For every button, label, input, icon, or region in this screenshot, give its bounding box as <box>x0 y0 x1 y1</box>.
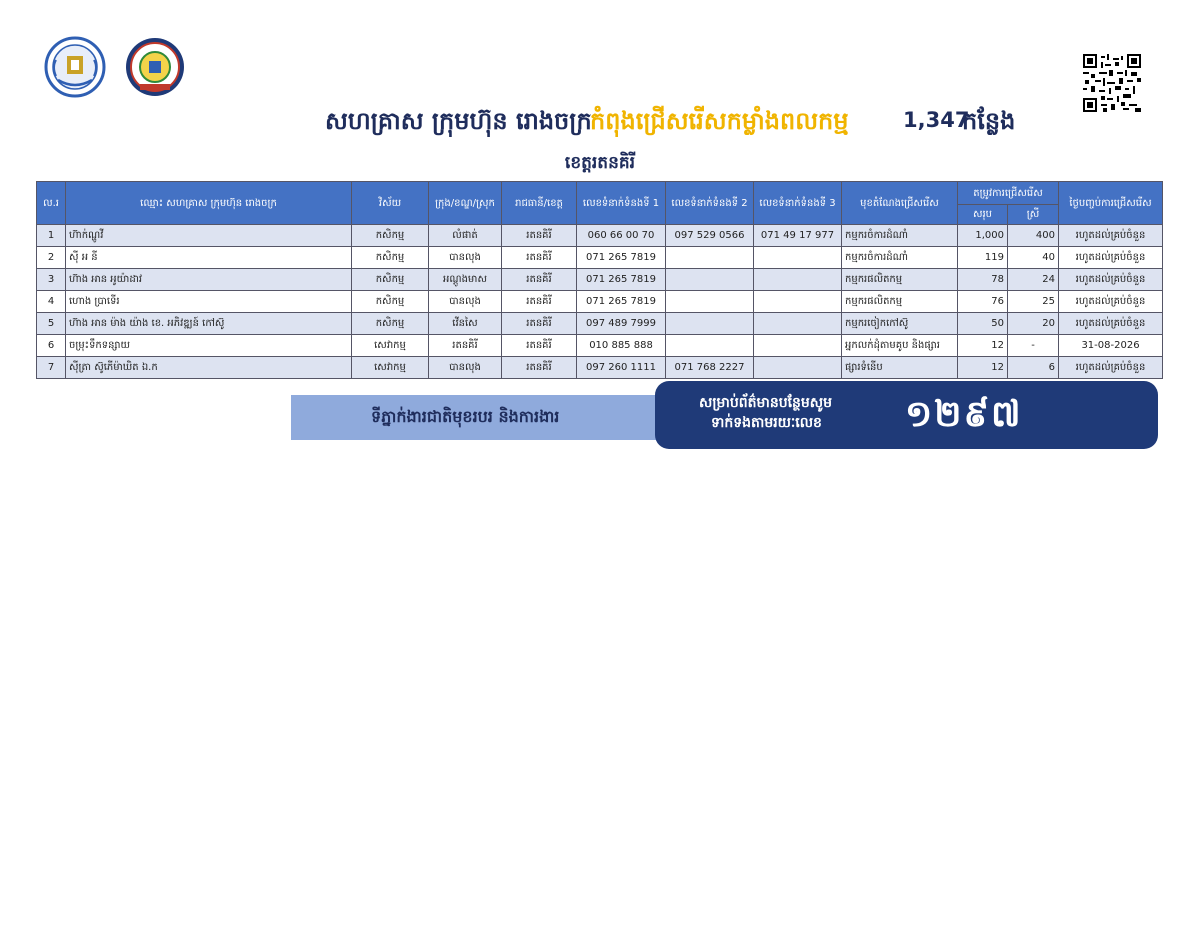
cell-name: ចម្រុះទឹកទន្សាយ <box>66 335 352 357</box>
cell-phone2 <box>666 335 754 357</box>
cell-no: 3 <box>37 269 66 291</box>
jobs-table <box>36 181 1163 379</box>
cell-female: 40 <box>1008 247 1059 269</box>
cell-deadline: 31-08-2026 <box>1059 335 1163 357</box>
tvet-seal-icon <box>124 36 186 98</box>
cell-phone1: 097 260 1111 <box>577 357 666 379</box>
cell-phone2: 097 529 0566 <box>666 225 754 247</box>
col-header-province: រាជធានី/ខេត្ត <box>502 182 577 225</box>
cell-female: 20 <box>1008 313 1059 335</box>
cell-total: 12 <box>958 357 1008 379</box>
col-header-sector: វិស័យ <box>352 182 429 225</box>
cell-no: 7 <box>37 357 66 379</box>
cell-district: វើនសៃ <box>429 313 502 335</box>
cell-phone1: 060 66 00 70 <box>577 225 666 247</box>
cell-sector: កសិកម្ម <box>352 225 429 247</box>
cell-phone1: 010 885 888 <box>577 335 666 357</box>
cell-deadline: រហូតដល់គ្រប់ចំនួន <box>1059 291 1163 313</box>
cell-province: រតនគិរី <box>502 269 577 291</box>
table-row <box>37 313 1163 335</box>
cell-no: 2 <box>37 247 66 269</box>
col-header-phone2: លេខទំនាក់ទំនងទី 2 <box>666 182 754 225</box>
cell-female: - <box>1008 335 1059 357</box>
cell-phone2: 071 768 2227 <box>666 357 754 379</box>
cell-district: បានលុង <box>429 291 502 313</box>
col-header-name: ឈ្មោះ សហគ្រាស ក្រុមហ៊ុន រោងចក្រ <box>66 182 352 225</box>
recruiting-headline: កំពុងជ្រើសរើសកម្លាំងពលកម្ម <box>590 107 849 135</box>
col-header-phone3: លេខទំនាក់ទំនងទី 3 <box>754 182 842 225</box>
cell-position: អ្នកលក់ដុំតាមគូប និងផ្សារ <box>842 335 958 357</box>
cell-name: ហ៊ាង អាន អូយ៉ាដាវ <box>66 269 352 291</box>
hotline-caption-line2: ទាក់ទងតាមរយៈលេខ <box>711 415 822 431</box>
cell-deadline: រហូតដល់គ្រប់ចំនួន <box>1059 269 1163 291</box>
table-row <box>37 335 1163 357</box>
cell-position: កម្មករចំការដំណាំ <box>842 247 958 269</box>
col-header-need: តម្រូវការជ្រើសរើស <box>958 182 1059 205</box>
cell-province: រតនគិរី <box>502 357 577 379</box>
table-row <box>37 269 1163 291</box>
agency-name: ទីភ្នាក់ងារជាតិមុខរបរ និងការងារ <box>371 407 560 426</box>
cell-sector: កសិកម្ម <box>352 269 429 291</box>
cell-name: ហោង ប្រាទើរ <box>66 291 352 313</box>
cell-total: 12 <box>958 335 1008 357</box>
agency-banner <box>291 395 671 440</box>
cell-no: 4 <box>37 291 66 313</box>
cell-sector: កសិកម្ម <box>352 313 429 335</box>
cell-total: 1,000 <box>958 225 1008 247</box>
cell-deadline: រហូតដល់គ្រប់ចំនួន <box>1059 313 1163 335</box>
cell-phone2 <box>666 269 754 291</box>
cell-position: កម្មករផលិតកម្ម <box>842 269 958 291</box>
cell-name: ស៊ីត្រា ស៊ូភើម៉ាឃិត ឯ.ក <box>66 357 352 379</box>
ministry-emblem-icon <box>44 36 106 98</box>
cell-sector: កសិកម្ម <box>352 247 429 269</box>
table-row <box>37 291 1163 313</box>
cell-district: រតនគិរី <box>429 335 502 357</box>
cell-name: ស៊ី អ នី <box>66 247 352 269</box>
cell-phone3 <box>754 335 842 357</box>
cell-position: កម្មករផលិតកម្ម <box>842 291 958 313</box>
cell-female: 25 <box>1008 291 1059 313</box>
cell-phone3: 071 49 17 977 <box>754 225 842 247</box>
cell-position: កម្មករចំការដំណាំ <box>842 225 958 247</box>
cell-total: 119 <box>958 247 1008 269</box>
cell-position: កម្មករចៀកកៅស៊ូ <box>842 313 958 335</box>
position-count: 1,347 <box>903 108 970 132</box>
cell-province: រតនគិរី <box>502 335 577 357</box>
cell-no: 1 <box>37 225 66 247</box>
cell-phone1: 071 265 7819 <box>577 291 666 313</box>
cell-phone1: 097 489 7999 <box>577 313 666 335</box>
cell-name: ហ៊ាង អាន ម៉ាង យ៉ាង ខេ. អភិវឌ្ឍន៍ កៅស៊ូ <box>66 313 352 335</box>
cell-phone2 <box>666 247 754 269</box>
cell-phone3 <box>754 291 842 313</box>
cell-district: លំផាត់ <box>429 225 502 247</box>
cell-phone3 <box>754 247 842 269</box>
cell-deadline: រហូតដល់គ្រប់ចំនួន <box>1059 247 1163 269</box>
qr-code-icon <box>1083 54 1141 112</box>
cell-position: ផ្សារទំនើប <box>842 357 958 379</box>
cell-sector: សេវាកម្ម <box>352 357 429 379</box>
cell-deadline: រហូតដល់គ្រប់ចំនួន <box>1059 225 1163 247</box>
title-row <box>0 106 1200 146</box>
cell-deadline: រហូតដល់គ្រប់ចំនួន <box>1059 357 1163 379</box>
cell-total: 50 <box>958 313 1008 335</box>
hotline-caption-line1: សម្រាប់ព័ត៌មានបន្ថែមសូម <box>699 395 833 411</box>
cell-total: 76 <box>958 291 1008 313</box>
cell-phone2 <box>666 291 754 313</box>
table-row <box>37 357 1163 379</box>
hotline-banner <box>655 381 1158 449</box>
col-header-total: សរុប <box>958 205 1008 225</box>
cell-phone3 <box>754 357 842 379</box>
cell-phone1: 071 265 7819 <box>577 247 666 269</box>
cell-phone3 <box>754 269 842 291</box>
page-title: សហគ្រាស ក្រុមហ៊ុន រោងចក្រ <box>325 107 592 135</box>
province-heading: ខេត្តរតនគិរី <box>564 153 636 173</box>
table-row <box>37 225 1163 247</box>
cell-sector: កសិកម្ម <box>352 291 429 313</box>
cell-no: 6 <box>37 335 66 357</box>
col-header-no: ល.រ <box>37 182 66 225</box>
cell-female: 6 <box>1008 357 1059 379</box>
hotline-number: ១២៩៧ <box>905 394 1023 435</box>
cell-female: 400 <box>1008 225 1059 247</box>
cell-phone1: 071 265 7819 <box>577 269 666 291</box>
col-header-phone1: លេខទំនាក់ទំនងទី 1 <box>577 182 666 225</box>
table-row <box>37 247 1163 269</box>
col-header-district: ក្រុង/ខណ្ឌ/ស្រុក <box>429 182 502 225</box>
cell-phone2 <box>666 313 754 335</box>
col-header-position: មុខតំណែងជ្រើសរើស <box>842 182 958 225</box>
cell-district: អណ្តូងមាស <box>429 269 502 291</box>
cell-province: រតនគិរី <box>502 225 577 247</box>
cell-sector: សេវាកម្ម <box>352 335 429 357</box>
cell-total: 78 <box>958 269 1008 291</box>
position-unit: កន្លែង <box>962 107 1016 135</box>
cell-province: រតនគិរី <box>502 291 577 313</box>
cell-phone3 <box>754 313 842 335</box>
cell-district: បានលុង <box>429 357 502 379</box>
cell-name: ហ៊ាក់ណ្ហូវី <box>66 225 352 247</box>
col-header-female: ស្រី <box>1008 205 1059 225</box>
col-header-deadline: ថ្ងៃបញ្ចប់ការជ្រើសរើស <box>1059 182 1163 225</box>
cell-no: 5 <box>37 313 66 335</box>
cell-province: រតនគិរី <box>502 313 577 335</box>
cell-province: រតនគិរី <box>502 247 577 269</box>
cell-female: 24 <box>1008 269 1059 291</box>
cell-district: បានលុង <box>429 247 502 269</box>
